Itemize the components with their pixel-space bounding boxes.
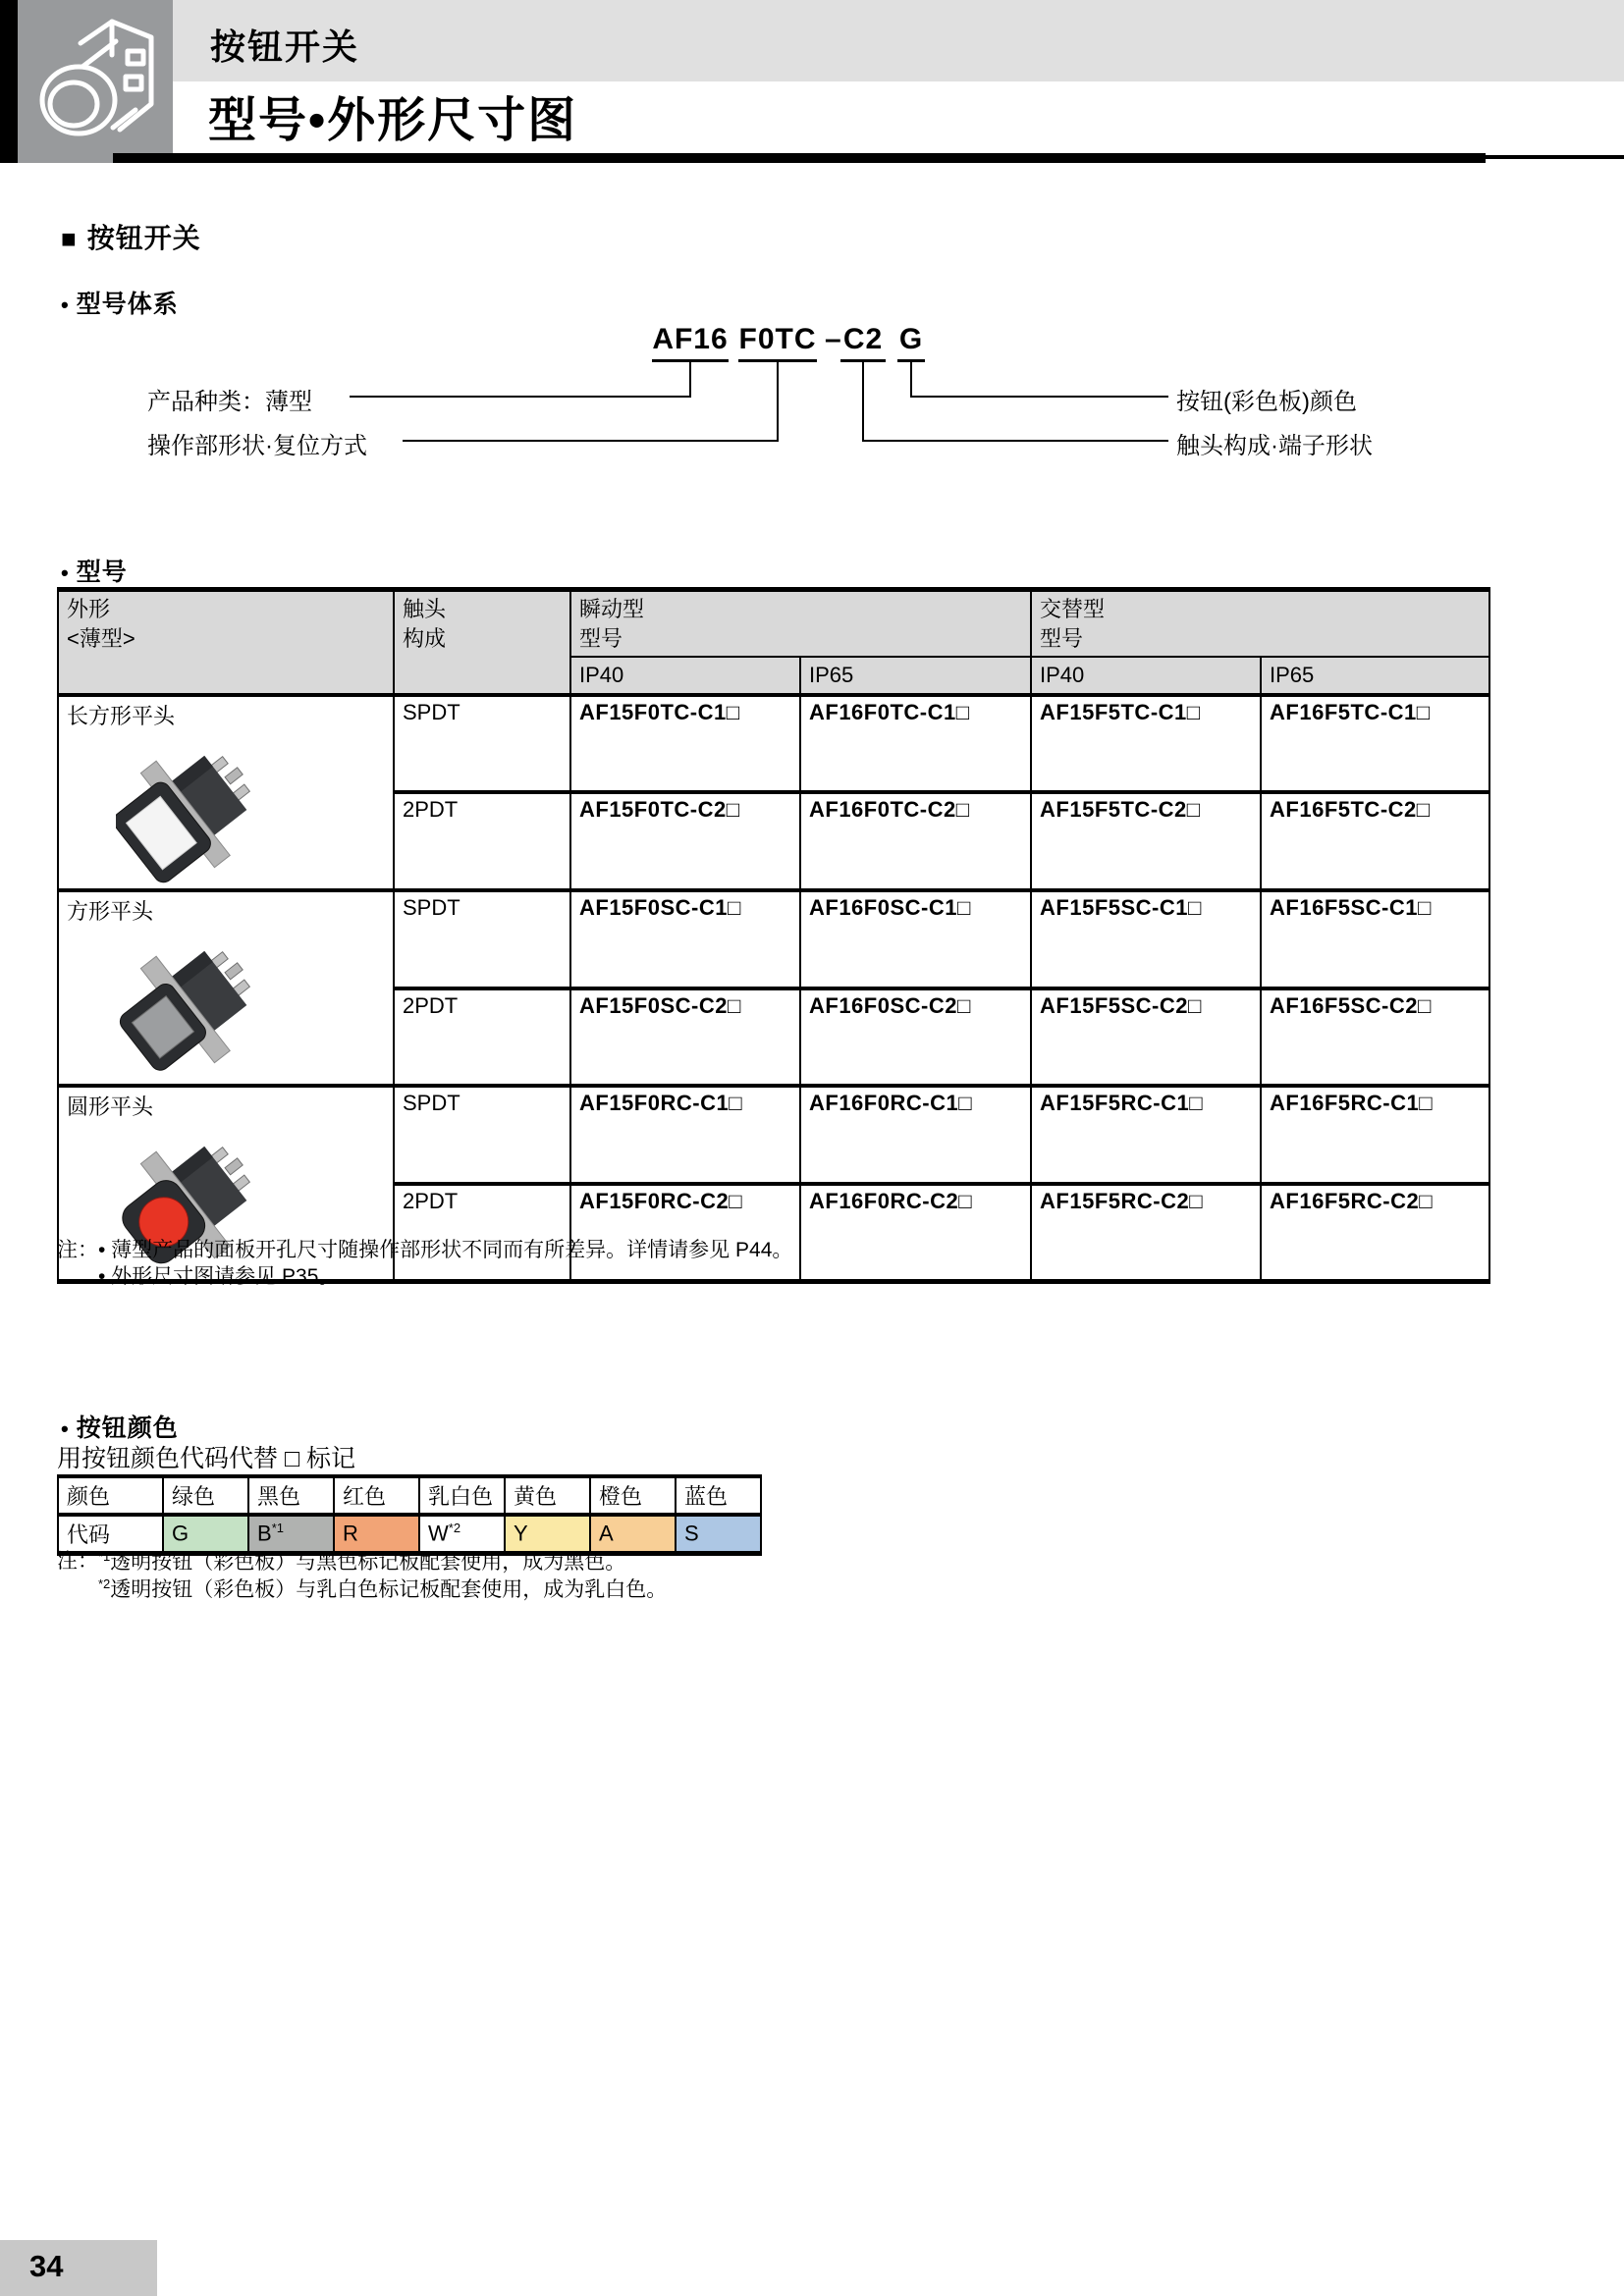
note-line: • 外形尺寸图请参见 P35。 [98,1264,340,1288]
code-dash: – [825,323,841,355]
model-cell: AF16F5RC-C2□ [1261,1184,1489,1282]
model-cell: AF15F0TC-C2□ [570,792,800,890]
color-row-header: 颜色 [58,1476,163,1515]
color-header-row [58,1476,761,1515]
subheading-models [61,553,128,588]
note-line: • 薄型产品的面板开孔尺寸随操作部形状不同而有所差异。详情请参见 P44。 [98,1239,793,1261]
callout-line [689,361,691,398]
table-row [58,1086,1489,1184]
model-table [57,587,1490,1284]
model-cell: AF15F0SC-C1□ [570,890,800,988]
section-heading [61,217,201,256]
bullet-icon: • [61,293,70,317]
callout-line [862,361,864,442]
model-cell: AF15F5SC-C2□ [1031,988,1261,1087]
code-part-contact: C2 [840,323,886,362]
col-header-ip65: IP65 [800,657,1031,695]
model-cell: AF15F5SC-C1□ [1031,890,1261,988]
contact-cell: SPDT [394,1086,570,1184]
contact-cell: 2PDT [394,792,570,890]
shape-label: 圆形平头 [67,1095,154,1120]
callout-line [910,361,912,398]
shape-label: 长方形平头 [67,704,176,729]
code-part-series: AF16 [652,323,729,362]
model-table-notes [57,1238,792,1291]
model-cell: AF15F5TC-C2□ [1031,792,1261,890]
callout-button-color: 按钮(彩色板)颜色 [1176,389,1357,415]
square-marker-icon: ■ [61,224,78,253]
model-cell: AF15F5RC-C1□ [1031,1086,1261,1184]
col-header-shape: 外形 <薄型> [58,590,394,696]
model-cell: AF15F0RC-C1□ [570,1086,800,1184]
model-cell: AF16F5TC-C2□ [1261,792,1489,890]
page-edge-bar [0,0,18,163]
photo-square-button [116,934,263,1081]
title-rule-extension [1486,155,1624,159]
code-row-header: 代码 [58,1515,163,1554]
callout-contact-terminal: 触头构成·端子形状 [1176,433,1373,459]
model-cell: AF16F0RC-C2□ [800,1184,1031,1282]
color-name-cell: 绿色 [163,1476,248,1515]
bullet-icon: • [61,561,70,585]
col-header-ip40: IP40 [1031,657,1261,695]
color-name-cell: 橙色 [590,1476,676,1515]
code-part-color: G [897,323,925,362]
note-prefix: 注： [57,1239,98,1261]
contact-cell: SPDT [394,695,570,792]
color-table [57,1474,762,1556]
shape-label: 方形平头 [67,899,154,925]
color-code-cell: A [590,1515,676,1554]
product-logo-box [18,0,173,163]
model-cell: AF15F5RC-C2□ [1031,1184,1261,1282]
model-cell: AF15F0RC-C2□ [570,1184,800,1282]
color-name-cell: 黑色 [248,1476,334,1515]
code-part-operator: F0TC [738,323,817,362]
bullet-icon: • [61,1416,70,1441]
pushbutton-line-art-icon [18,0,173,163]
table-header-row [58,590,1489,658]
page-title: 型号•外形尺寸图 [208,94,578,147]
model-cell: AF15F5TC-C1□ [1031,695,1261,792]
contact-cell: 2PDT [394,1184,570,1282]
color-table-notes [57,1549,667,1604]
callout-line [910,396,1168,398]
model-cell: AF15F0TC-C1□ [570,695,800,792]
color-code-cell: $W^{*2}$ [419,1515,505,1554]
footer-box [0,2240,157,2296]
contact-cell: 2PDT [394,988,570,1087]
header-category: 按钮开关 [210,27,360,67]
callout-line [350,396,691,398]
model-cell: AF16F5TC-C1□ [1261,695,1489,792]
title-rule [113,153,1486,163]
color-code-cell: Y [505,1515,590,1554]
shape-cell-square [58,890,394,1086]
model-cell: AF16F0SC-C2□ [800,988,1031,1087]
callout-line [862,440,1168,442]
subheading-model-system-label: 型号体系 [76,291,179,318]
callout-operator-shape: 操作部形状·复位方式 [147,433,367,459]
callout-line [777,361,779,442]
model-cell: AF16F0SC-C1□ [800,890,1031,988]
color-code-row [58,1515,761,1554]
note-prefix: 注： [57,1550,98,1573]
color-code-cell: $B^{*1}$ [248,1515,334,1554]
section-heading-label: 按钮开关 [86,223,201,253]
table-row [58,695,1489,792]
header-band [173,0,1624,81]
model-cell: AF16F5SC-C2□ [1261,988,1489,1087]
page-number: 34 [29,2249,64,2283]
color-code-cell: R [334,1515,419,1554]
col-header-ip40: IP40 [570,657,800,695]
shape-cell-rectangular [58,695,394,890]
col-header-alternate: 交替型 型号 [1031,590,1489,658]
color-name-cell: 黄色 [505,1476,590,1515]
col-header-ip65: IP65 [1261,657,1489,695]
col-header-momentary: 瞬动型 型号 [570,590,1031,658]
contact-cell: SPDT [394,890,570,988]
model-cell: AF16F0RC-C1□ [800,1086,1031,1184]
model-cell: AF16F0TC-C1□ [800,695,1031,792]
subheading-models-label: 型号 [76,559,128,586]
model-cell: AF15F0SC-C2□ [570,988,800,1087]
color-instruction: 用按钮颜色代码代替 □ 标记 [57,1445,355,1472]
callout-product-type: 产品种类：薄型 [147,389,312,415]
table-row [58,890,1489,988]
model-cell: AF16F0TC-C2□ [800,792,1031,890]
color-name-cell: 红色 [334,1476,419,1515]
color-name-cell: 乳白色 [419,1476,505,1515]
subheading-button-colors-label: 按钮颜色 [76,1415,179,1442]
col-header-contact: 触头 构成 [394,590,570,696]
subheading-model-system [61,285,179,320]
color-code-cell: G [163,1515,248,1554]
note-line: $^{*2}$透明按钮（彩色板）与乳白色标记板配套使用，成为乳白色。 [98,1575,668,1601]
note-line: $^{*1}$透明按钮（彩色板）与黑色标记板配套使用，成为黑色。 [98,1549,626,1574]
color-name-cell: 蓝色 [676,1476,761,1515]
color-code-cell: S [676,1515,761,1554]
model-cell: AF16F5SC-C1□ [1261,890,1489,988]
callout-line [403,440,779,442]
model-cell: AF16F5RC-C1□ [1261,1086,1489,1184]
photo-rectangular-button [116,738,263,885]
